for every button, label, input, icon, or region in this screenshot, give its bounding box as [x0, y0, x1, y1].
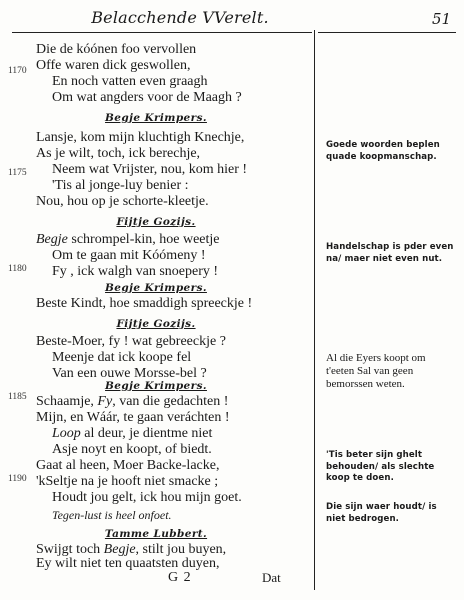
line-number: 1185 [8, 392, 27, 402]
verse-line: Nou, hou op je schorte-kleetje. [36, 194, 209, 209]
margin-note: Handelschap is pder even na/ maer niet even nut. [326, 242, 454, 264]
speaker-aside: Begje [36, 232, 68, 247]
speaker-heading: Begje Krimpers. [105, 380, 207, 392]
verse-line: Beste Kindt, hoe smaddigh spreeckje ! [36, 296, 253, 311]
speaker-heading: Fijtje Gozijs. [116, 318, 196, 330]
verse-line: Begje schrompel-kin, hoe weetje [36, 232, 220, 247]
line-number: 1190 [8, 474, 27, 484]
verse-line: Om te gaan mit Kóómeny ! [52, 248, 206, 263]
catchword: Dat [262, 570, 281, 585]
verse-line: Mijn, en Wáár, te gaan veráchten ! [36, 410, 230, 425]
header-rule [12, 32, 312, 33]
margin-note: Goede woorden beplen quade koopmanschap. [326, 140, 440, 162]
verse-line: Asje noyt en koopt, of biedt. [52, 442, 212, 457]
page-number: 51 [432, 10, 452, 28]
verse-line: Swijgt toch Begje, stilt jou buyen, [36, 542, 227, 557]
line-number: 1175 [8, 168, 27, 178]
verse-line: Meenje dat ick koope fel [52, 350, 192, 365]
speaker-heading: Tamme Lubbert. [104, 528, 208, 540]
verse-line: Neem wat Vrijster, nou, kom hier ! [52, 162, 248, 177]
verse-line: Lansje, kom mijn kluchtigh Knechje, [36, 130, 245, 145]
verse-line: Schaamje, Fy, van die gedachten ! [36, 394, 229, 409]
margin-header-rule [318, 32, 456, 33]
verse-line: As je wilt, toch, ick berechje, [36, 146, 201, 161]
speaker-heading: Fijtje Gozijs. [116, 216, 196, 228]
running-title: Belacchende VVerelt. [91, 8, 269, 27]
margin-note: Die sijn waer houdt/ is niet bedrogen. [326, 502, 437, 524]
line-number: 1170 [8, 66, 27, 76]
verse-line: 'Tis al jonge-luy benier : [52, 178, 189, 193]
line-number: 1180 [8, 264, 27, 274]
verse-line: Beste-Moer, fy ! wat gebreeckje ? [36, 334, 226, 349]
verse-line: 'kSeltje na je hooft niet smacke ; [36, 474, 219, 489]
speaker-heading: Begje Krimpers. [105, 282, 207, 294]
speaker-heading: Begje Krimpers. [105, 112, 207, 124]
verse-line: Van een ouwe Morsse-bel ? [52, 366, 207, 381]
verse-line: Die de kóónen foo vervollen [36, 42, 197, 57]
verse-line: En noch vatten even graagh [52, 74, 208, 89]
verse-line: Fy , ick walgh van snoepery ! [52, 264, 219, 279]
verse-line: Loop al deur, je dientme niet [52, 426, 213, 441]
verse-line: Om wat angders voor de Maagh ? [52, 90, 242, 105]
stage-direction: Tegen-lust is heel onfoet. [52, 508, 172, 522]
margin-note: Al die Eyers koopt om t'eeten Sal van geen bemorssen weten. [326, 352, 426, 390]
verse-line: Houdt jou gelt, ick hou mijn goet. [52, 490, 242, 505]
signature-mark: G 2 [168, 570, 192, 585]
margin-note: 'Tis beter sijn ghelt behouden/ als slechte koop te doen. [326, 450, 435, 483]
verse-line: Ey wilt niet ten quaatsten duyen, [36, 556, 220, 571]
verse-line: Offe waren dick geswollen, [36, 58, 191, 73]
verse-line: Gaat al heen, Moer Backe-lacke, [36, 458, 220, 473]
